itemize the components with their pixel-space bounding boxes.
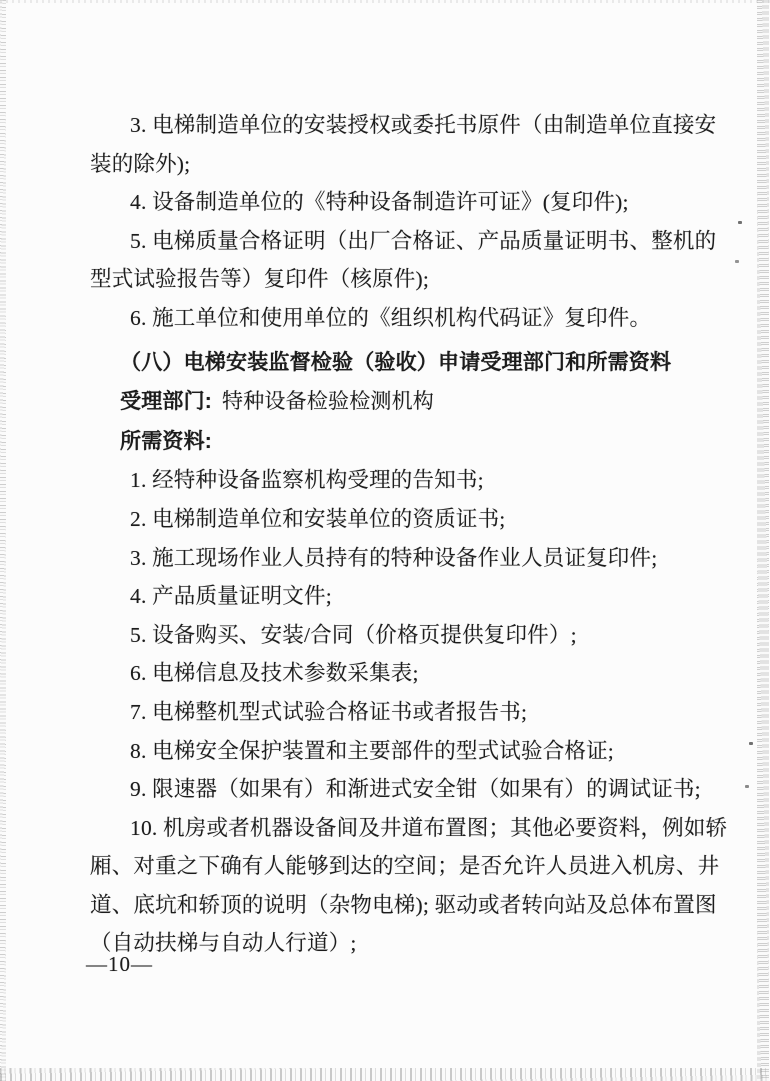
reception-department-line [90,382,730,422]
required-item-6: 6. 电梯信息及技术参数采集表; [130,661,419,686]
scan-edge-artifact-bottom [0,1068,770,1081]
scan-edge-artifact-left [0,0,6,1081]
item-5-line-1: 5. 电梯质量合格证明（出厂合格证、产品质量证明书、整机的 [130,228,717,253]
required-item-8: 8. 电梯安全保护装置和主要部件的型式试验合格证; [130,738,614,763]
required-item-9: 9. 限速器（如果有）和渐进式安全钳（如果有）的调试证书; [130,777,701,802]
section-heading: （八）电梯安装监督检验（验收）申请受理部门和所需资料 [120,350,672,374]
scan-speck [745,785,749,788]
required-item-10-line-1: 10. 机房或者机器设备间及井道布置图；其他必要资料，例如轿 [130,815,728,840]
required-item-5: 5. 设备购买、安装/合同（价格页提供复印件）; [130,622,577,647]
item-6-line-1: 6. 施工单位和使用单位的《组织机构代码证》复印件。 [130,305,652,330]
scan-speck [738,221,742,224]
item-3-line-2: 装的除外); [90,151,191,176]
required-materials-label [90,422,730,462]
required-item-4: 4. 产品质量证明文件; [130,584,332,609]
required-item-7: 7. 电梯整机型式试验合格证书或者报告书; [130,699,528,724]
item-4-line-1: 4. 设备制造单位的《特种设备制造许可证》(复印件); [130,190,629,215]
page-number: —10— [86,952,153,976]
required-item-2: 2. 电梯制造单位和安装单位的资质证书; [130,506,506,531]
item-3-line-1: 3. 电梯制造单位的安装授权或委托书原件（由制造单位直接安 [130,113,717,137]
required-item-10-line-4: （自动扶梯与自动人行道）; [90,931,357,956]
item-5-line-2: 型式试验报告等）复印件（核原件); [90,267,430,292]
required-item-1: 1. 经特种设备监察机构受理的告知书; [130,468,484,493]
scan-edge-artifact-top [0,0,770,3]
required-materials-label-text: 所需资料: [120,429,212,453]
reception-department-label: 受理部门: [120,390,212,414]
reception-department-value: 特种设备检验检测机构 [222,389,434,414]
document-body [90,106,730,963]
scan-edge-artifact-right [757,0,769,1081]
scan-speck [735,260,739,263]
required-item-10-line-3: 道、底坑和轿顶的说明（杂物电梯); 驱动或者转向站及总体布置图 [90,892,717,917]
scan-speck [749,742,753,745]
required-item-10-line-2: 厢、对重之下确有人能够到达的空间；是否允许人员进入机房、井 [90,854,720,879]
required-item-3: 3. 施工现场作业人员持有的特种设备作业人员证复印件; [130,545,658,570]
